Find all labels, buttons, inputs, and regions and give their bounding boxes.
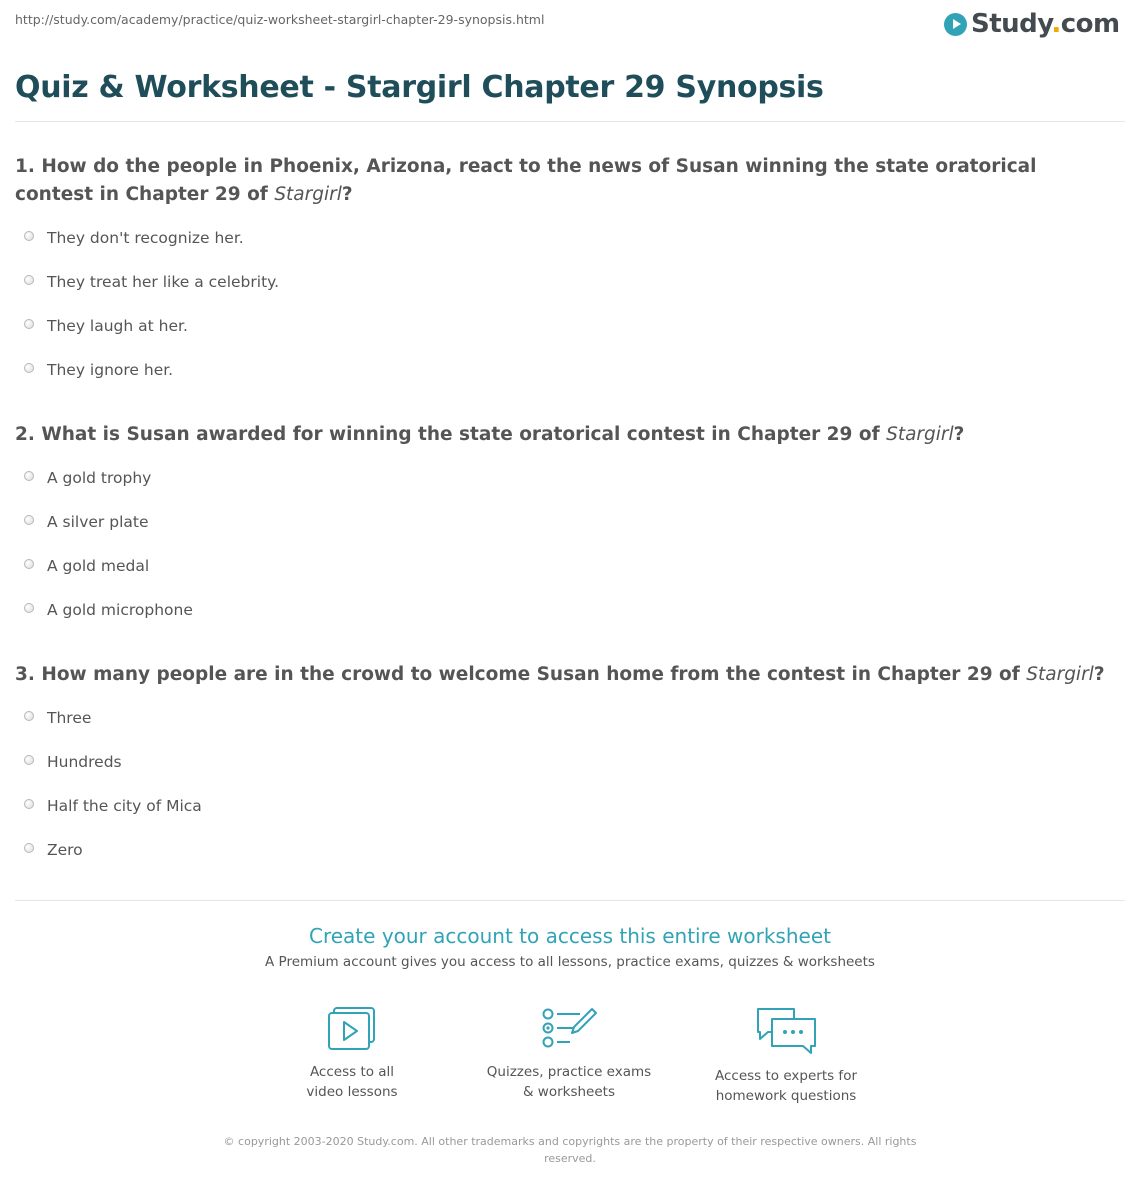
feature-experts: Access to experts for homework questions	[686, 1006, 886, 1106]
answer-option[interactable]: They don't recognize her.	[24, 226, 244, 250]
chat-experts-icon	[754, 1006, 818, 1056]
radio-button[interactable]	[24, 755, 34, 765]
page-url: http://study.com/academy/practice/quiz-worksheet-stargirl-chapter-29-synopsis.html	[15, 12, 545, 27]
radio-button[interactable]	[24, 711, 34, 721]
book-title: Stargirl	[1026, 664, 1094, 685]
answer-option[interactable]: They laugh at her.	[24, 314, 188, 338]
study-logo[interactable]	[944, 6, 1120, 42]
question-2: 2. What is Susan awarded for winning the state oratorical contest in Chapter 29 of Stargirl?	[15, 424, 965, 445]
answer-option[interactable]: A gold trophy	[24, 466, 151, 490]
title-divider	[15, 121, 1125, 122]
answer-option[interactable]: Three	[24, 706, 91, 730]
radio-button[interactable]	[24, 603, 34, 613]
answer-option[interactable]: They treat her like a celebrity.	[24, 270, 279, 294]
logo-wordmark: Study.com	[971, 9, 1120, 39]
cta-title-link[interactable]: Create your account to access this entire worksheet	[309, 924, 831, 948]
quiz-checklist-icon	[540, 1006, 598, 1052]
radio-button[interactable]	[24, 363, 34, 373]
radio-button[interactable]	[24, 275, 34, 285]
video-lessons-icon	[326, 1006, 378, 1052]
radio-button[interactable]	[24, 471, 34, 481]
answer-option[interactable]: Half the city of Mica	[24, 794, 202, 818]
cta-divider	[15, 900, 1125, 901]
answer-option[interactable]: A gold medal	[24, 554, 149, 578]
copyright-notice: © copyright 2003-2020 Study.com. All other trademarks and copyrights are the property of their respective owners. All rights reserved.	[223, 1135, 917, 1165]
radio-button[interactable]	[24, 799, 34, 809]
question-1: 1. How do the people in Phoenix, Arizona, react to the news of Susan winning the state oratorical contest in Chapter 29 of Stargirl?	[15, 156, 1037, 205]
answer-option[interactable]: They ignore her.	[24, 358, 173, 382]
page-title: Quiz & Worksheet - Stargirl Chapter 29 Synopsis	[15, 70, 824, 105]
answer-option[interactable]: A gold microphone	[24, 598, 193, 622]
book-title: Stargirl	[274, 184, 342, 205]
feature-quizzes: Quizzes, practice exams & worksheets	[469, 1006, 669, 1102]
question-3: 3. How many people are in the crowd to welcome Susan home from the contest in Chapter 29 of Stargirl?	[15, 664, 1105, 685]
radio-button[interactable]	[24, 319, 34, 329]
radio-button[interactable]	[24, 515, 34, 525]
feature-video-lessons: Access to all video lessons	[252, 1006, 452, 1102]
cta-subtitle: A Premium account gives you access to all lessons, practice exams, quizzes & worksheets	[265, 954, 875, 970]
answer-option[interactable]: A silver plate	[24, 510, 148, 534]
book-title: Stargirl	[886, 424, 954, 445]
play-logo-icon	[944, 13, 967, 36]
radio-button[interactable]	[24, 559, 34, 569]
radio-button[interactable]	[24, 231, 34, 241]
answer-option[interactable]: Zero	[24, 838, 83, 862]
radio-button[interactable]	[24, 843, 34, 853]
answer-option[interactable]: Hundreds	[24, 750, 122, 774]
